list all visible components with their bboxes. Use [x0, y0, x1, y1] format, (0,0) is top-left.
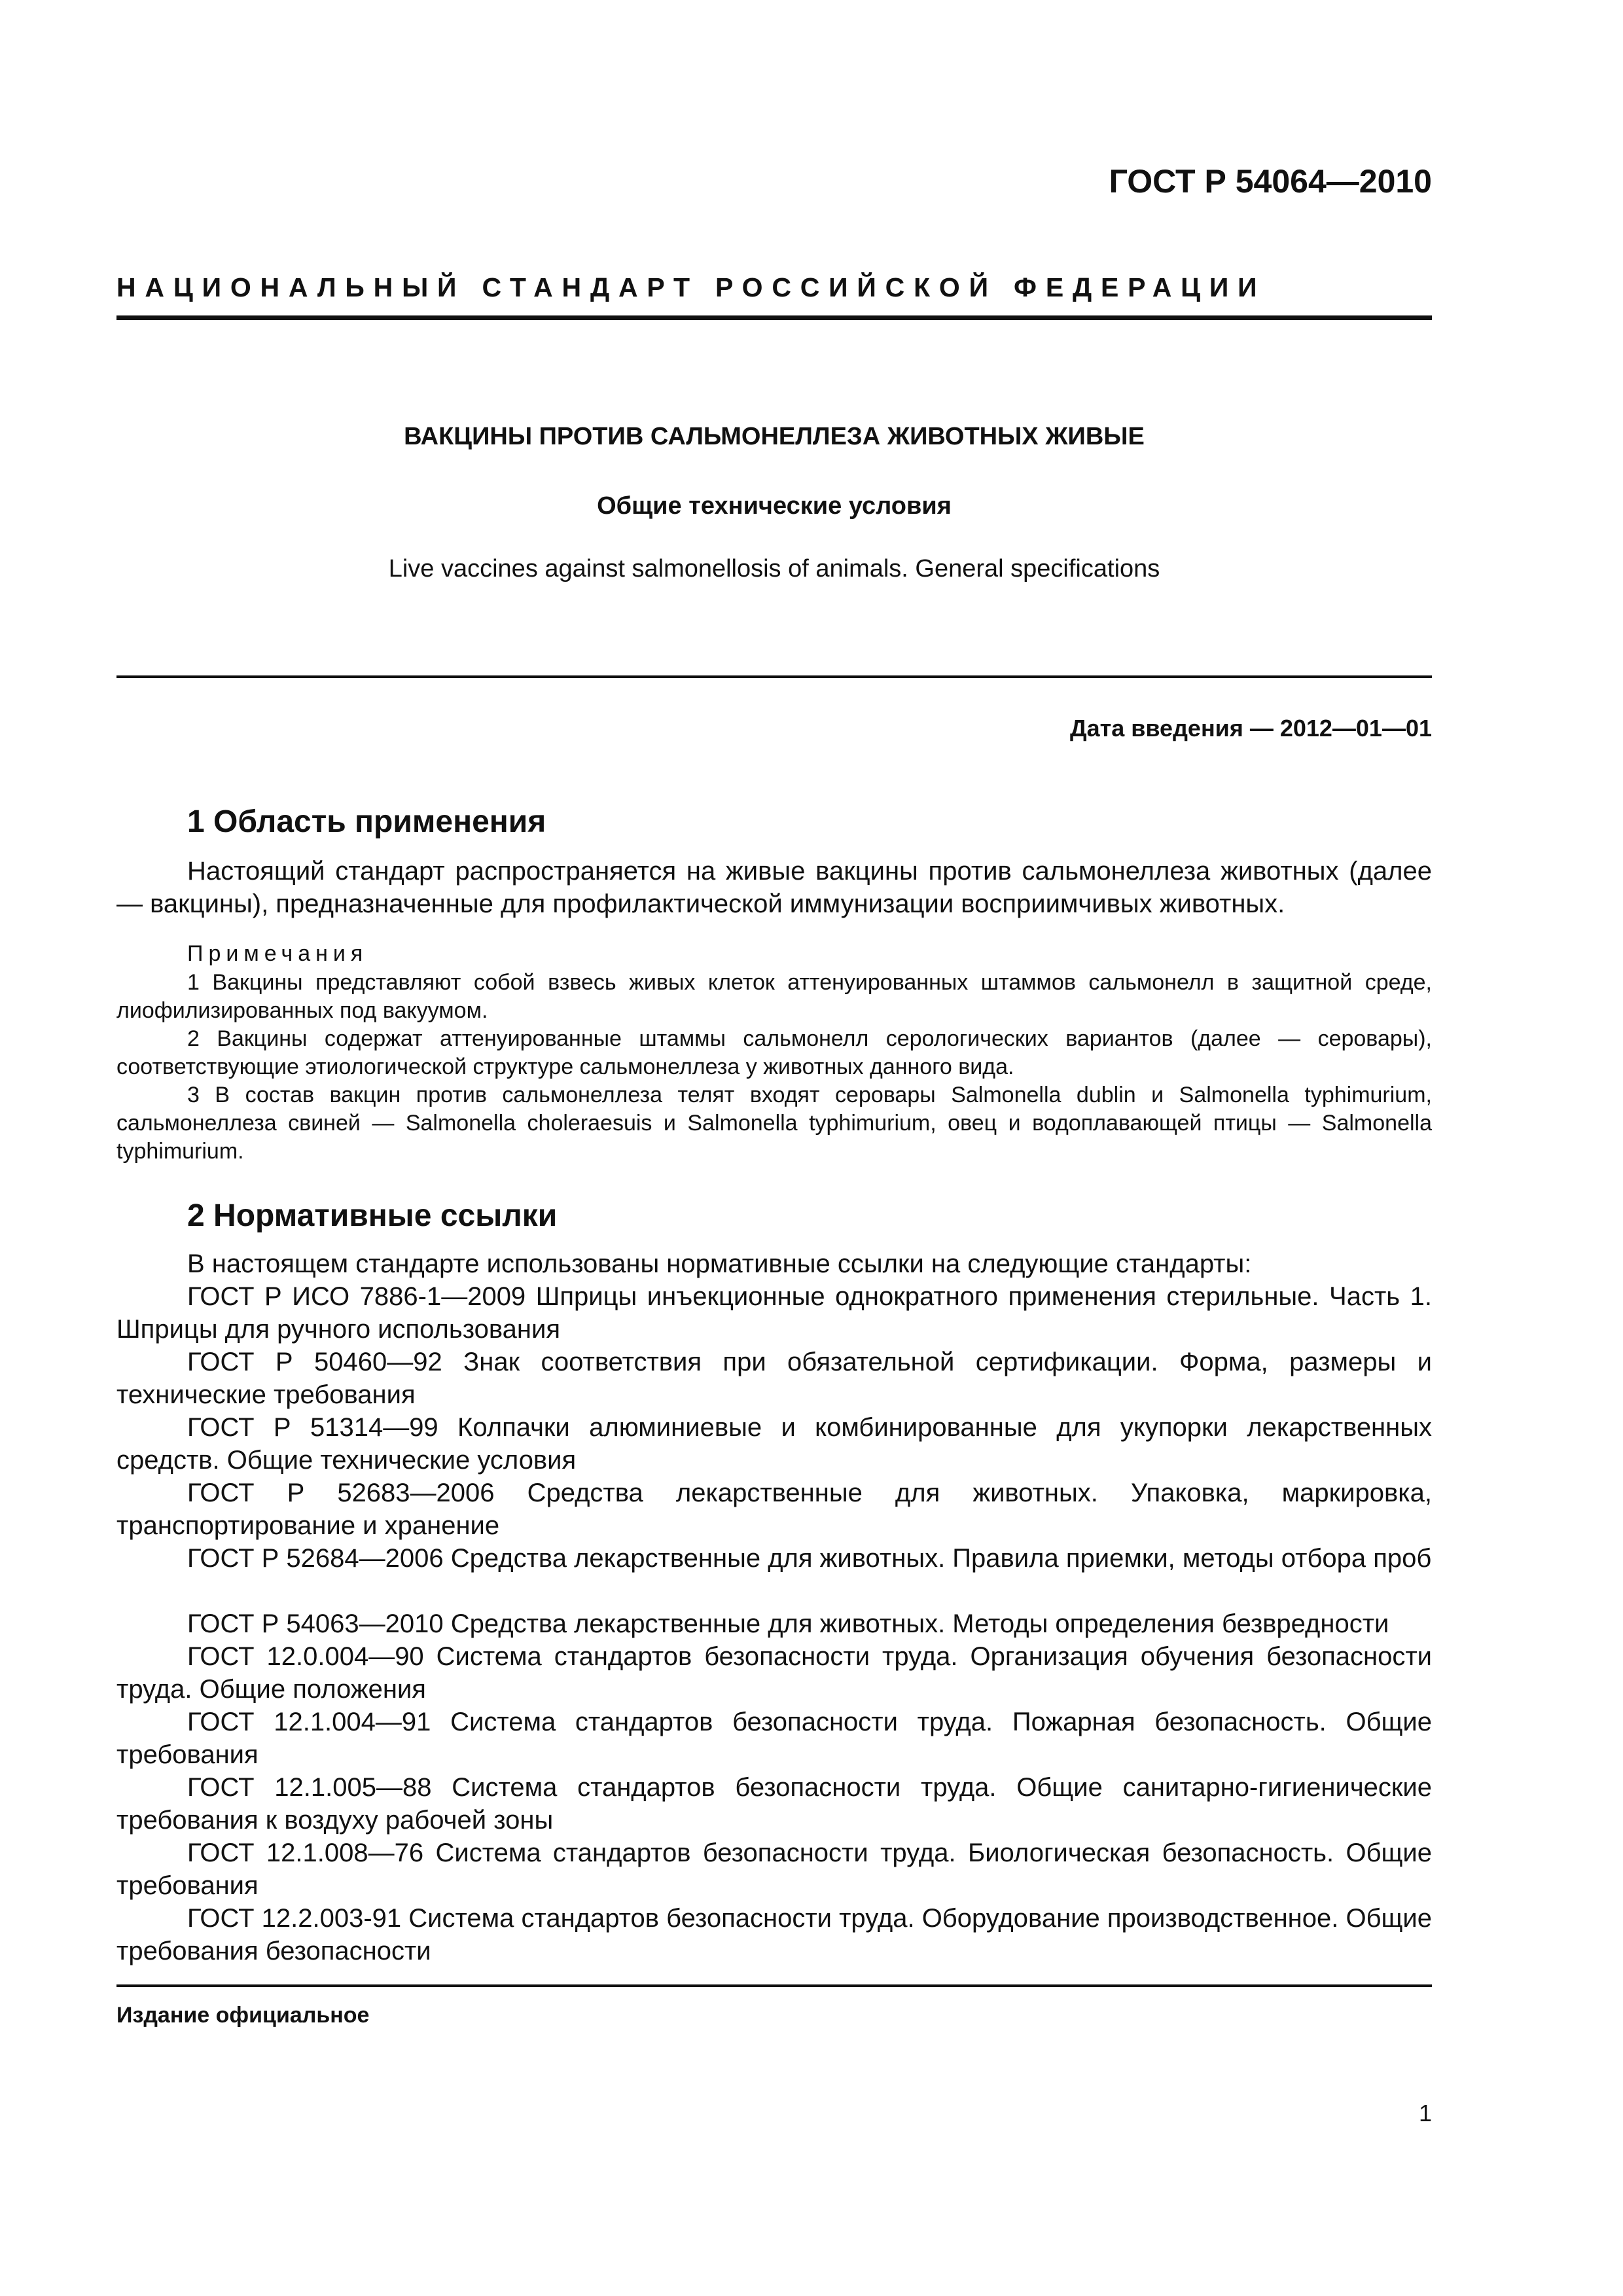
- footer-divider: [116, 1984, 1432, 1987]
- reference-item: ГОСТ 12.1.004—91 Система стандартов безопасности труда. Пожарная безопасность. Общие требования: [116, 1708, 1432, 1769]
- note-item: 1 Вакцины представляют собой взвесь живых клеток аттенуированных штаммов сальмонелл в защитной среде, лиофилизированных под вакуумом.: [116, 970, 1432, 1023]
- reference-item: ГОСТ 12.2.003-91 Система стандартов безопасности труда. Оборудование производственное. Общие требования безопасности: [116, 1904, 1432, 1965]
- document-subtitle: Общие технические условия: [597, 492, 952, 520]
- note-item: 3 В состав вакцин против сальмонеллеза телят входят серовары Salmonella dublin и Salmonella typhimurium, сальмонеллеза свиней — Salmonella choleraesuis и Salmonella typhimurium, овец и водоплавающей птицы — Salmonella typhimurium.: [116, 1083, 1432, 1164]
- reference-item: ГОСТ 12.1.005—88 Система стандартов безопасности труда. Общие санитарно-гигиенические требования к воздуху рабочей зоны: [116, 1773, 1432, 1835]
- header-divider: [116, 315, 1432, 320]
- reference-item: ГОСТ Р 50460—92 Знак соответствия при обязательной сертификации. Форма, размеры и технические требования: [116, 1348, 1432, 1409]
- section-2-intro: В настоящем стандарте использованы нормативные ссылки на следующие стандарты:: [187, 1249, 1252, 1278]
- notes-heading: Примечания: [187, 941, 368, 966]
- reference-item: ГОСТ Р 54063—2010 Средства лекарственные для животных. Методы определения безвредности: [187, 1609, 1389, 1638]
- reference-item: ГОСТ Р ИСО 7886-1—2009 Шприцы инъекционные однократного применения стерильные. Часть 1. Шприцы для ручного использования: [116, 1282, 1432, 1344]
- title-divider: [116, 675, 1432, 678]
- page-number: 1: [1418, 2100, 1432, 2126]
- document-number: ГОСТ Р 54064—2010: [1109, 163, 1432, 200]
- section-1-text: Настоящий стандарт распространяется на живые вакцины против сальмонеллеза животных (далее — вакцины), предназначенные для профилактической иммунизации восприимчивых животных.: [116, 857, 1432, 918]
- reference-item: ГОСТ Р 52683—2006 Средства лекарственные для животных. Упаковка, маркировка, транспортирование и хранение: [116, 1479, 1432, 1540]
- reference-item: ГОСТ Р 51314—99 Колпачки алюминиевые и комбинированные для укупорки лекарственных средств. Общие технические условия: [116, 1413, 1432, 1475]
- official-edition-label: Издание официальное: [116, 2003, 370, 2028]
- section-2-title: 2 Нормативные ссылки: [187, 1198, 558, 1233]
- reference-item: ГОСТ 12.1.008—76 Система стандартов безопасности труда. Биологическая безопасность. Общие требования: [116, 1839, 1432, 1900]
- section-1-title: 1 Область применения: [187, 804, 546, 839]
- reference-item: ГОСТ Р 52684—2006 Средства лекарственные для животных. Правила приемки, методы отбора проб: [187, 1544, 1432, 1573]
- english-title: Live vaccines against salmonellosis of animals. General specifications: [388, 555, 1160, 583]
- note-item: 2 Вакцины содержат аттенуированные штаммы сальмонелл серологических вариантов (далее — серовары), соответствующие этиологической структуре сальмонеллеза у животных данного вида.: [116, 1026, 1432, 1079]
- national-standard-heading: НАЦИОНАЛЬНЫЙ СТАНДАРТ РОССИЙСКОЙ ФЕДЕРАЦИИ: [116, 272, 1266, 302]
- reference-item: ГОСТ 12.0.004—90 Система стандартов безопасности труда. Организация обучения безопасности труда. Общие положения: [116, 1642, 1432, 1704]
- introduction-date: Дата введения — 2012—01—01: [1069, 715, 1432, 742]
- document-title: ВАКЦИНЫ ПРОТИВ САЛЬМОНЕЛЛЕЗА ЖИВОТНЫХ ЖИВЫЕ: [404, 423, 1145, 450]
